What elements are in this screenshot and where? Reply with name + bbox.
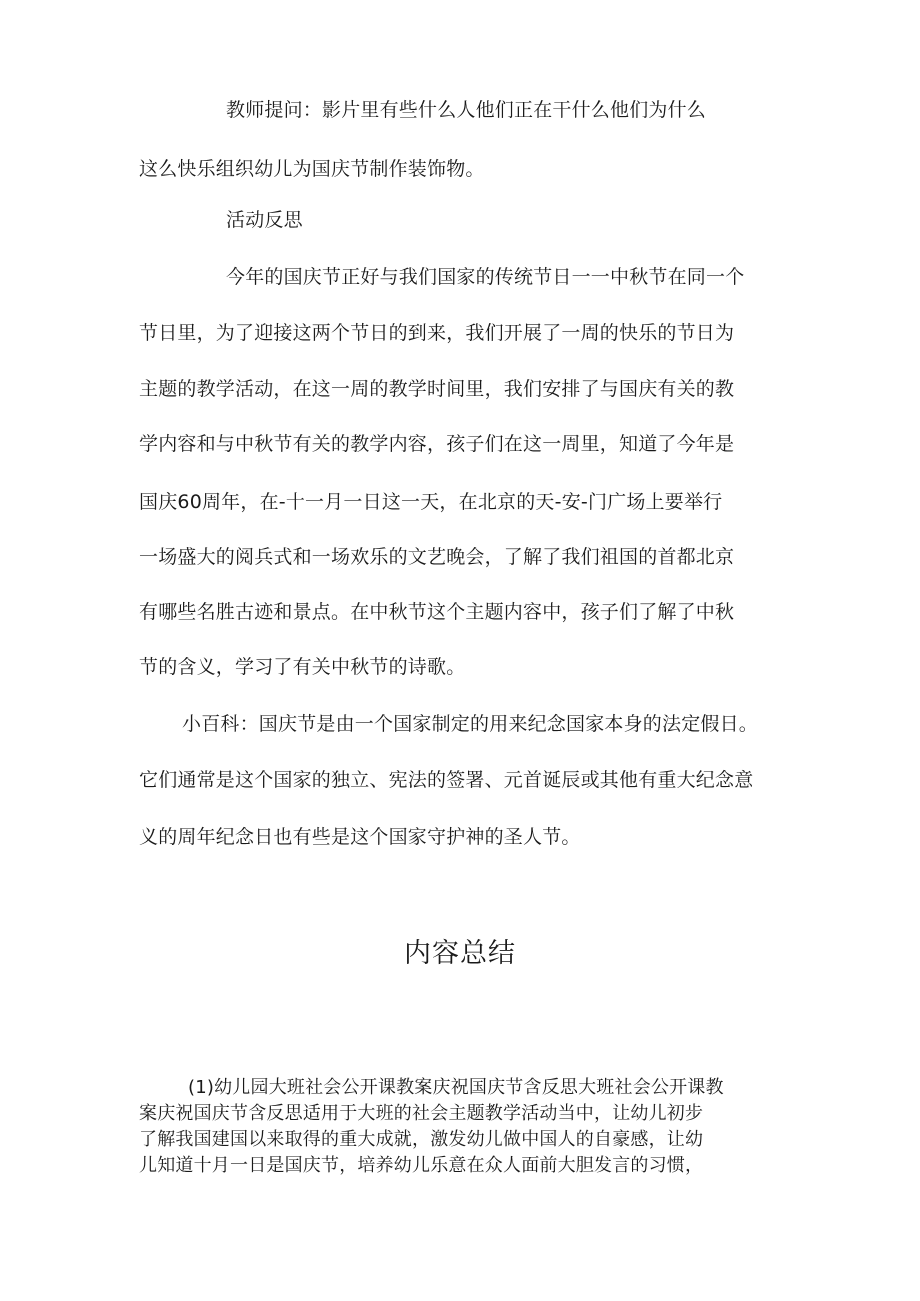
encyclopedia-line: 它们通常是这个国家的独立、宪法的签署、元首诞辰或其他有重大纪念意 — [139, 769, 754, 791]
body-line: 学内容和与中秋节有关的教学内容，孩子们在这一周里，知道了今年是 — [139, 433, 735, 455]
body-line: 教师提问：影片里有些什么人他们正在干什么他们为什么 — [226, 99, 707, 121]
body-line: 国庆60周年，在-十一月一日这一天，在北京的天-安-门广场上要举行 — [139, 491, 723, 513]
body-line: 节日里，为了迎接这两个节日的到来，我们开展了一周的快乐的节日为 — [139, 322, 735, 344]
body-line: 主题的教学活动，在这一周的教学时间里，我们安排了与国庆有关的教 — [139, 378, 735, 400]
body-line: 有哪些名胜古迹和景点。在中秋节这个主题内容中，孩子们了解了中秋 — [139, 601, 735, 623]
section-title: 活动反思 — [226, 209, 303, 231]
body-line: 一场盛大的阅兵式和一场欢乐的文艺晚会，了解了我们祖国的首都北京 — [139, 546, 735, 568]
summary-heading: 内容总结 — [404, 938, 516, 969]
encyclopedia-line: 义的周年纪念日也有些是这个国家守护神的圣人节。 — [139, 826, 581, 848]
body-line: 节的含义，学习了有关中秋节的诗歌。 — [139, 656, 466, 678]
body-line: 这么快乐组织幼儿为国庆节制作装饰物。 — [139, 158, 485, 180]
summary-line: (1)幼儿园大班社会公开课教案庆祝国庆节含反思大班社会公开课教 — [188, 1077, 724, 1098]
body-line: 今年的国庆节正好与我们国家的传统节日一一中秋节在同一个 — [226, 266, 745, 288]
summary-line: 儿知道十月一日是国庆节，培养幼儿乐意在众人面前大胆发言的习惯， — [139, 1155, 704, 1176]
summary-line: 案庆祝国庆节含反思适用于大班的社会主题教学活动当中，让幼儿初步 — [139, 1103, 704, 1124]
encyclopedia-line: 小百科：国庆节是由一个国家制定的用来纪念国家本身的法定假日。 — [182, 713, 759, 735]
summary-line: 了解我国建国以来取得的重大成就，激发幼儿做中国人的自豪感，让幼 — [139, 1129, 704, 1150]
